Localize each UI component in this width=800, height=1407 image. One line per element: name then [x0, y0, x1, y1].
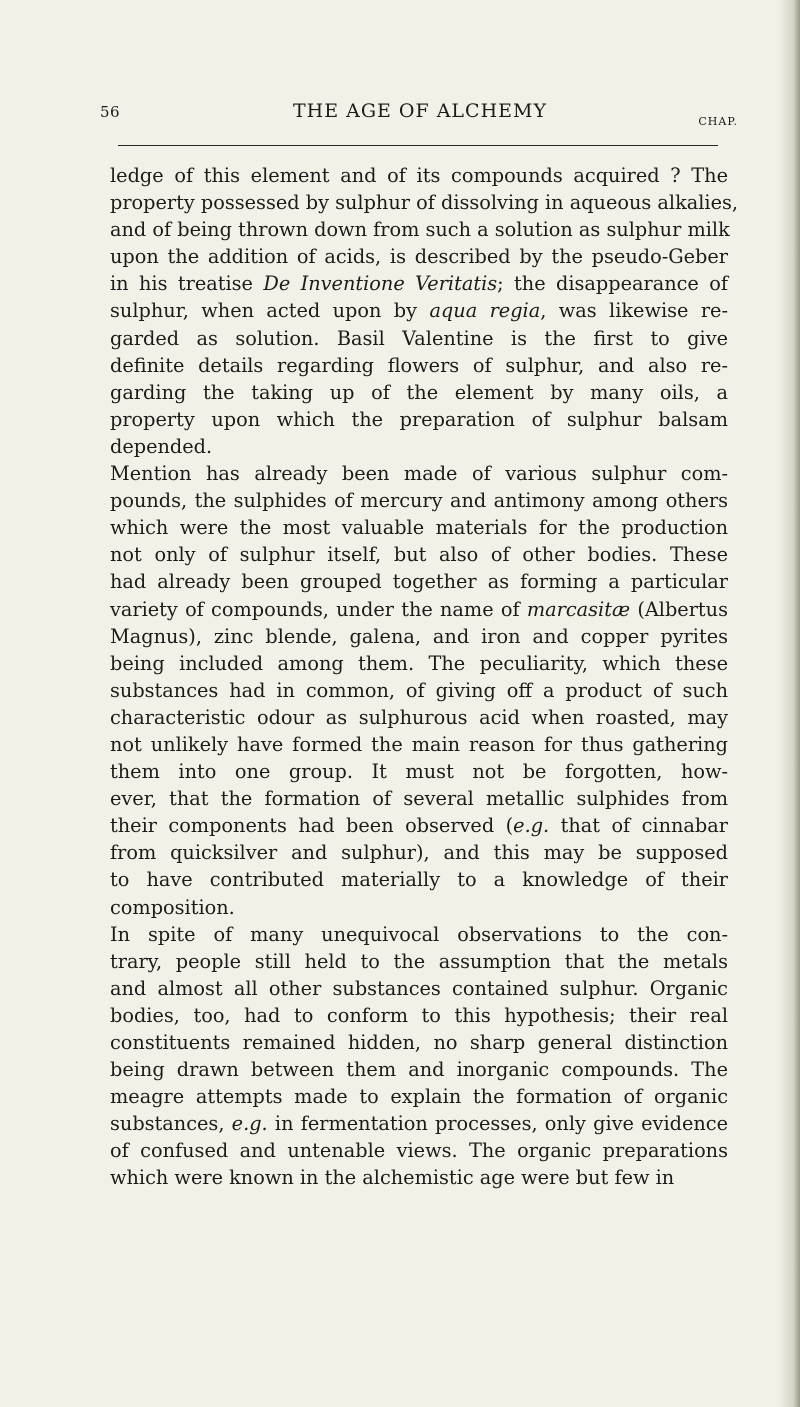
text-segment: constituents remained hidden, no sharp general distinction: [110, 1031, 728, 1054]
text-segment: their components had been observed (: [110, 814, 514, 838]
text-segment: from quicksilver and sulphur), and this may be supposed: [110, 841, 728, 865]
text-line: [110, 1029, 728, 1056]
text-line: [110, 541, 728, 568]
text-line: [110, 1083, 728, 1110]
chapter-label: CHAP.: [698, 115, 738, 128]
text-segment: that of cinnabar: [549, 814, 728, 838]
paragraph: [110, 460, 728, 921]
text-line: [110, 704, 728, 731]
text-line: [110, 1056, 728, 1083]
text-line: [110, 785, 728, 812]
text-segment: property upon which the preparation of sulphur balsam: [110, 407, 728, 431]
italic-term: e.g.: [513, 814, 550, 838]
text-segment: them into one group. It must not be forgotten, how-: [110, 760, 728, 784]
text-line: [110, 568, 728, 595]
text-segment: not unlikely have formed the main reason for thus gathering: [110, 732, 728, 756]
italic-term: marcasitæ: [526, 597, 631, 621]
page-edge-shadow: [778, 0, 800, 1407]
page-number: 56: [100, 103, 121, 121]
text-segment: to have contributed materially to a knowledge of their: [110, 868, 728, 892]
text-segment: Magnus), zinc blende, galena, and iron and copper pyrites: [110, 624, 728, 648]
text-line: [110, 812, 728, 839]
text-segment: pounds, the sulphides of mercury and antimony among others: [110, 489, 728, 513]
text-line: [110, 975, 728, 1002]
text-segment: Mention has already been made of various sulphur com-: [110, 462, 728, 486]
text-line: [110, 677, 728, 704]
text-segment: ledge of this element and of its compounds acquired ? The: [110, 164, 728, 187]
text-segment: characteristic odour as sulphurous acid when roasted, may: [110, 705, 728, 729]
text-line: [110, 243, 728, 270]
text-segment: (Albertus: [630, 597, 728, 621]
header-rule: [118, 145, 718, 146]
text-segment: , was likewise re-: [540, 299, 728, 323]
text-segment: meagre attempts made to explain the formation of organic: [110, 1085, 728, 1109]
text-segment: and of being thrown down from such a solution as sulphur milk: [110, 218, 730, 242]
text-segment: depended.: [110, 434, 213, 458]
body-text: [110, 162, 739, 1192]
text-segment: had already been grouped together as forming a particular: [110, 570, 728, 594]
text-segment: trary, people still held to the assumption that the metals: [110, 949, 728, 973]
italic-term: De Inventione Veritatis: [263, 272, 498, 296]
page-header: [100, 100, 738, 140]
text-line: [110, 623, 728, 650]
text-segment: ; the disappearance of: [497, 272, 728, 296]
text-line: [110, 216, 728, 243]
text-line: [110, 352, 728, 379]
text-line: [110, 650, 728, 677]
text-line: [110, 731, 728, 758]
paragraph: [110, 921, 728, 1192]
text-segment: variety of compounds, under the name of: [110, 597, 527, 621]
running-head: THE AGE OF ALCHEMY: [292, 100, 548, 122]
text-segment: garded as solution. Basil Valentine is the first to give: [110, 326, 728, 350]
text-line: [110, 921, 728, 948]
text-segment: substances had in common, of giving off a product of such: [110, 678, 728, 702]
text-segment: in his treatise: [110, 272, 264, 296]
text-line: [110, 948, 728, 975]
text-line: [110, 487, 728, 514]
text-line: [110, 514, 728, 541]
text-segment: of confused and untenable views. The organic preparations: [110, 1139, 728, 1163]
text-line: [110, 162, 728, 189]
text-line: [110, 1110, 728, 1137]
text-line: [110, 1002, 728, 1029]
text-segment: not only of sulphur itself, but also of other bodies. These: [110, 543, 728, 567]
text-line: [110, 406, 728, 433]
text-line: [110, 596, 728, 623]
text-line: [110, 270, 728, 297]
text-line: [110, 189, 739, 216]
text-segment: definite details regarding flowers of sulphur, and also re-: [110, 353, 728, 377]
text-line: [110, 758, 728, 785]
text-segment: which were the most valuable materials for the production: [110, 516, 728, 540]
text-segment: and almost all other substances contained sulphur. Organic: [110, 976, 728, 1000]
italic-term: e.g.: [231, 1112, 268, 1136]
paragraph: [110, 162, 739, 460]
text-line: [110, 297, 728, 324]
text-segment: property possessed by sulphur of dissolving in aqueous alkalies,: [110, 191, 739, 215]
text-segment: bodies, too, had to conform to this hypothesis; their real: [110, 1003, 728, 1027]
text-line: [110, 866, 728, 893]
text-segment: In spite of many unequivocal observations to the con-: [110, 922, 728, 946]
text-line: [110, 379, 728, 406]
text-segment: which were known in the alchemistic age were but few in: [110, 1166, 675, 1190]
text-segment: upon the addition of acids, is described by the pseudo-Geber: [110, 245, 728, 269]
text-segment: being included among them. The peculiarity, which these: [110, 651, 728, 675]
text-line: [110, 1164, 728, 1191]
text-segment: in fermentation processes, only give evidence: [267, 1112, 728, 1136]
text-segment: garding the taking up of the element by many oils, a: [110, 380, 728, 404]
text-line: [110, 839, 728, 866]
text-segment: ever, that the formation of several metallic sulphides from: [110, 787, 728, 811]
text-line: [110, 1137, 728, 1164]
text-line: [110, 460, 728, 487]
text-segment: sulphur, when acted upon by: [110, 299, 430, 323]
text-line: [110, 894, 728, 921]
text-segment: substances,: [110, 1112, 232, 1136]
text-segment: composition.: [110, 895, 235, 919]
text-line: [110, 433, 728, 460]
italic-term: aqua regia: [429, 299, 541, 323]
text-segment: being drawn between them and inorganic compounds. The: [110, 1058, 728, 1082]
text-line: [110, 325, 728, 352]
